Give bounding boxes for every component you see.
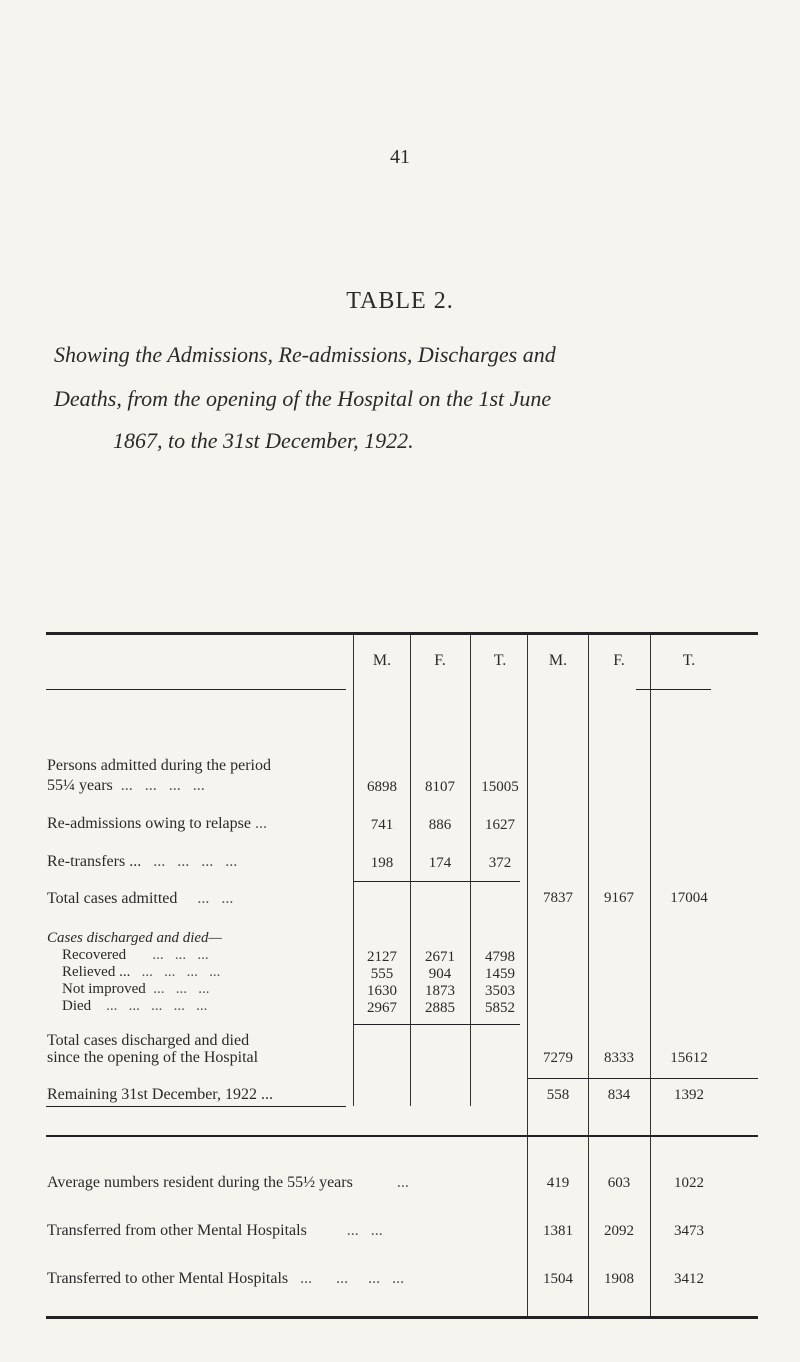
table-row (47, 1270, 404, 1288)
subtotal-rule-1 (353, 881, 520, 882)
relieved-f: 904 (428, 966, 452, 982)
table-row (47, 890, 233, 908)
leader-dots: ... ... ... ... (288, 1270, 405, 1287)
col-header-f2: F. (613, 652, 625, 669)
total-admitted-label: Total cases admitted (47, 890, 178, 907)
header-rule-right (636, 689, 711, 690)
relieved-m: 555 (370, 966, 394, 982)
readmissions-label: Re-admissions owing to relapse (47, 815, 251, 832)
table-title: TABLE 2. (346, 288, 454, 314)
transferred-to-label: Transferred to other Mental Hospitals (47, 1270, 289, 1287)
table-row (47, 1222, 383, 1240)
total-admitted-f: 9167 (604, 890, 634, 906)
total-admitted-t: 17004 (670, 890, 708, 906)
leader-dots: ... ... ... (145, 981, 210, 997)
readmissions-t: 1627 (485, 817, 515, 833)
section-rule (46, 1135, 758, 1137)
discharged-heading: Cases discharged and died— (47, 930, 222, 946)
col-header-m1: M. (372, 652, 392, 669)
average-f: 603 (607, 1175, 631, 1191)
not-improved-label: Not improved (62, 981, 146, 997)
readmissions-m: 741 (370, 817, 394, 833)
transferred-from-m: 1381 (543, 1223, 573, 1239)
admitted-f: 8107 (425, 779, 455, 795)
recovered-t: 4798 (485, 949, 515, 965)
admitted-m: 6898 (367, 779, 397, 795)
relieved-label: Relieved ... (62, 964, 131, 980)
header-rule-left (46, 689, 346, 690)
remaining-rule-right (527, 1078, 758, 1079)
not-improved-t: 3503 (485, 983, 515, 999)
transferred-to-m: 1504 (543, 1271, 573, 1287)
not-improved-m: 1630 (367, 983, 397, 999)
died-t: 5852 (485, 1000, 515, 1016)
col-rule-6 (650, 634, 651, 1316)
table-row (47, 1174, 409, 1192)
total-discharged-label-2: since the opening of the Hospital (47, 1049, 259, 1066)
table-row (47, 815, 267, 833)
recovered-label: Recovered (62, 947, 127, 963)
average-t: 1022 (674, 1175, 704, 1191)
readmissions-f: 886 (428, 817, 452, 833)
col-rule-5 (588, 634, 589, 1316)
table-bottom-rule (46, 1316, 758, 1319)
died-f: 2885 (425, 1000, 455, 1016)
leader-dots: ... ... (177, 890, 234, 907)
total-discharged-f: 8333 (604, 1050, 634, 1066)
subtotal-rule-2 (353, 1024, 520, 1025)
leader-dots: ... ... (306, 1222, 383, 1239)
transferred-from-label: Transferred from other Mental Hospitals (47, 1222, 307, 1239)
transferred-to-t: 3412 (674, 1271, 704, 1287)
transferred-from-t: 3473 (674, 1223, 704, 1239)
leader-dots: ... (250, 815, 267, 832)
total-admitted-m: 7837 (543, 890, 573, 906)
leader-dots: ... ... ... ... (141, 853, 238, 870)
table-row (47, 853, 237, 871)
leader-dots: ... ... ... ... (130, 964, 221, 980)
leader-dots: ... ... ... ... (112, 777, 205, 794)
col-header-t2: T. (682, 652, 696, 669)
admitted-label-1: Persons admitted during the period (47, 757, 271, 774)
col-header-t1: T. (493, 652, 507, 669)
table-row (62, 947, 209, 964)
retransfers-f: 174 (428, 855, 452, 871)
remaining-label: Remaining 31st December, 1922 ... (47, 1086, 273, 1103)
remaining-m: 558 (546, 1087, 570, 1103)
total-discharged-m: 7279 (543, 1050, 573, 1066)
subtitle-line-2: Deaths, from the opening of the Hospital on the 1st June (54, 386, 552, 411)
table-row (62, 998, 207, 1015)
admitted-label-2: 55¼ years (47, 777, 113, 794)
relieved-t: 1459 (485, 966, 515, 982)
col-header-f1: F. (434, 652, 446, 669)
average-label: Average numbers resident during the 55½ years (47, 1174, 353, 1191)
table-row (47, 777, 205, 795)
col-header-m2: M. (548, 652, 568, 669)
average-m: 419 (546, 1175, 570, 1191)
table-row (62, 981, 210, 998)
transferred-to-f: 1908 (604, 1271, 634, 1287)
leader-dots: ... (352, 1174, 409, 1191)
died-label: Died (62, 998, 92, 1014)
not-improved-f: 1873 (425, 983, 455, 999)
leader-dots: ... ... ... (126, 947, 209, 963)
total-discharged-label-1: Total cases discharged and died (47, 1032, 250, 1049)
retransfers-m: 198 (370, 855, 394, 871)
total-discharged-t: 15612 (670, 1050, 708, 1066)
admitted-t: 15005 (481, 779, 519, 795)
retransfers-label: Re-transfers ... (47, 853, 142, 870)
table-top-rule (46, 632, 758, 635)
subtitle-line-1: Showing the Admissions, Re-admissions, Discharges and (54, 342, 556, 367)
leader-dots: ... ... ... ... ... (91, 998, 208, 1014)
recovered-f: 2671 (425, 949, 455, 965)
subtitle-line-3: 1867, to the 31st December, 1922. (113, 428, 414, 453)
transferred-from-f: 2092 (604, 1223, 634, 1239)
remaining-t: 1392 (674, 1087, 704, 1103)
table-row (62, 964, 220, 981)
remaining-rule-left (46, 1106, 346, 1107)
recovered-m: 2127 (367, 949, 397, 965)
retransfers-t: 372 (488, 855, 512, 871)
page-number: 41 (390, 146, 410, 168)
remaining-f: 834 (607, 1087, 631, 1103)
died-m: 2967 (367, 1000, 397, 1016)
